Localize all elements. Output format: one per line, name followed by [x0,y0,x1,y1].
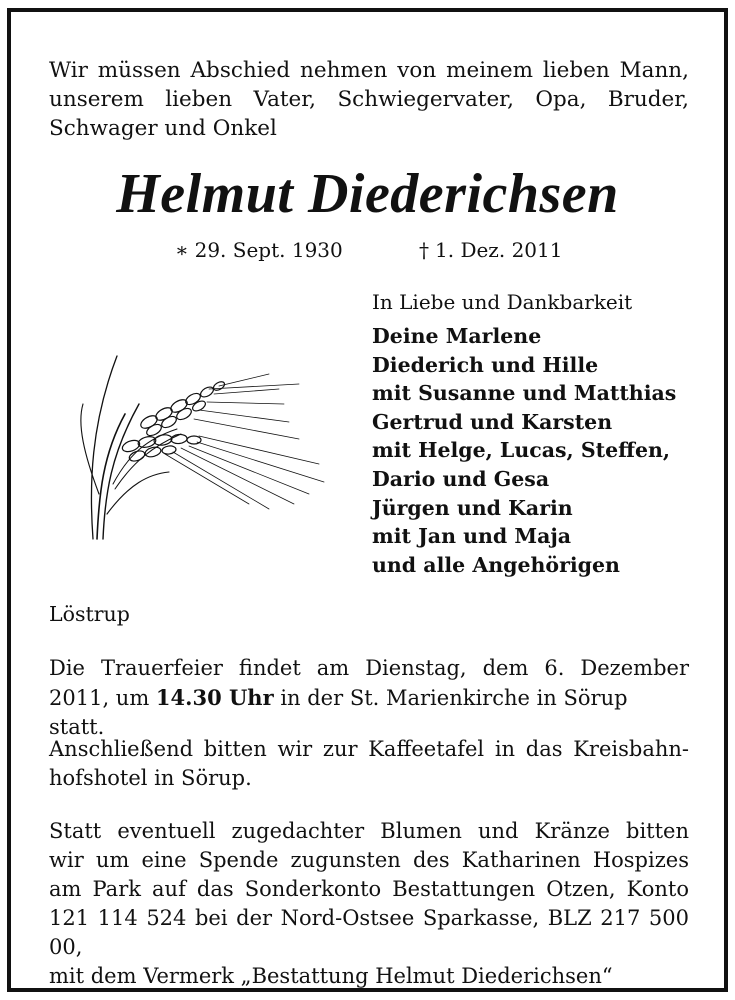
mourner-line: Gertrud und Karsten [372,409,613,434]
mourner-line: mit Susanne und Matthias [372,381,677,406]
donation-line: wir um eine Spende zugunsten des Katharinen Hospizes [49,848,689,872]
donation-line: mit dem Vermerk „Bestattung Helmut Diederichsen“ [49,964,613,988]
mourner-line: mit Jan und Maja [372,524,572,549]
mourners-intro: In Liebe und Dankbarkeit [372,290,633,314]
death-cross-icon: † [419,238,429,262]
funeral-time: 14.30 Uhr [155,685,274,710]
place-name: Löstrup [49,602,130,626]
donation-line: Statt eventuell zugedachter Blumen und Kränze bitten [49,819,689,843]
mourner-line: Deine Marlene [372,324,542,348]
intro-line: unserem lieben Vater, Schwiegervater, Opa, Bruder, [49,87,689,112]
intro-line: Schwager und Onkel [49,116,277,141]
mourner-line: mit Helge, Lucas, Steffen, [372,438,671,463]
funeral-line-start: 2011, um [49,686,156,710]
birth-star-icon: ∗ [175,238,189,262]
reception-line: Anschließend bitten wir zur Kaffeetafel in das Kreisbahn- [49,737,689,761]
funeral-line-end: in der St. Marienkirche in Sörup statt. [49,686,628,739]
mourners-list [372,322,676,579]
mourner-line: Jürgen und Karin [372,495,573,520]
reception-line: hofshotel in Sörup. [49,766,252,790]
donation-line: am Park auf das Sonderkonto Bestattungen Otzen, Konto [49,877,689,901]
mourner-line: Diederich und Hille [372,352,599,377]
obituary-notice [7,8,728,992]
birth-date: 29. Sept. 1930 [194,238,343,262]
intro-text [49,56,689,143]
mourner-line: und alle Angehörigen [372,552,620,577]
death-date: 1. Dez. 2011 [435,238,563,262]
donation-line: 121 114 524 bei der Nord-Ostsee Sparkasse, BLZ 217 500 00, [49,906,689,959]
donation-paragraph [49,817,689,991]
mourner-line: Dario und Gesa [372,466,550,491]
funeral-line: Die Trauerfeier findet am Dienstag, dem 6. Dezember [49,656,689,680]
deceased-name: Helmut Diederichsen [116,163,619,225]
reception-paragraph [49,735,689,793]
intro-line: Wir müssen Abschied nehmen von meinem lieben Mann, [49,58,689,83]
birth-info [175,238,343,262]
death-info [419,238,562,262]
funeral-paragraph [49,654,689,742]
wheat-ears-icon [69,344,329,544]
